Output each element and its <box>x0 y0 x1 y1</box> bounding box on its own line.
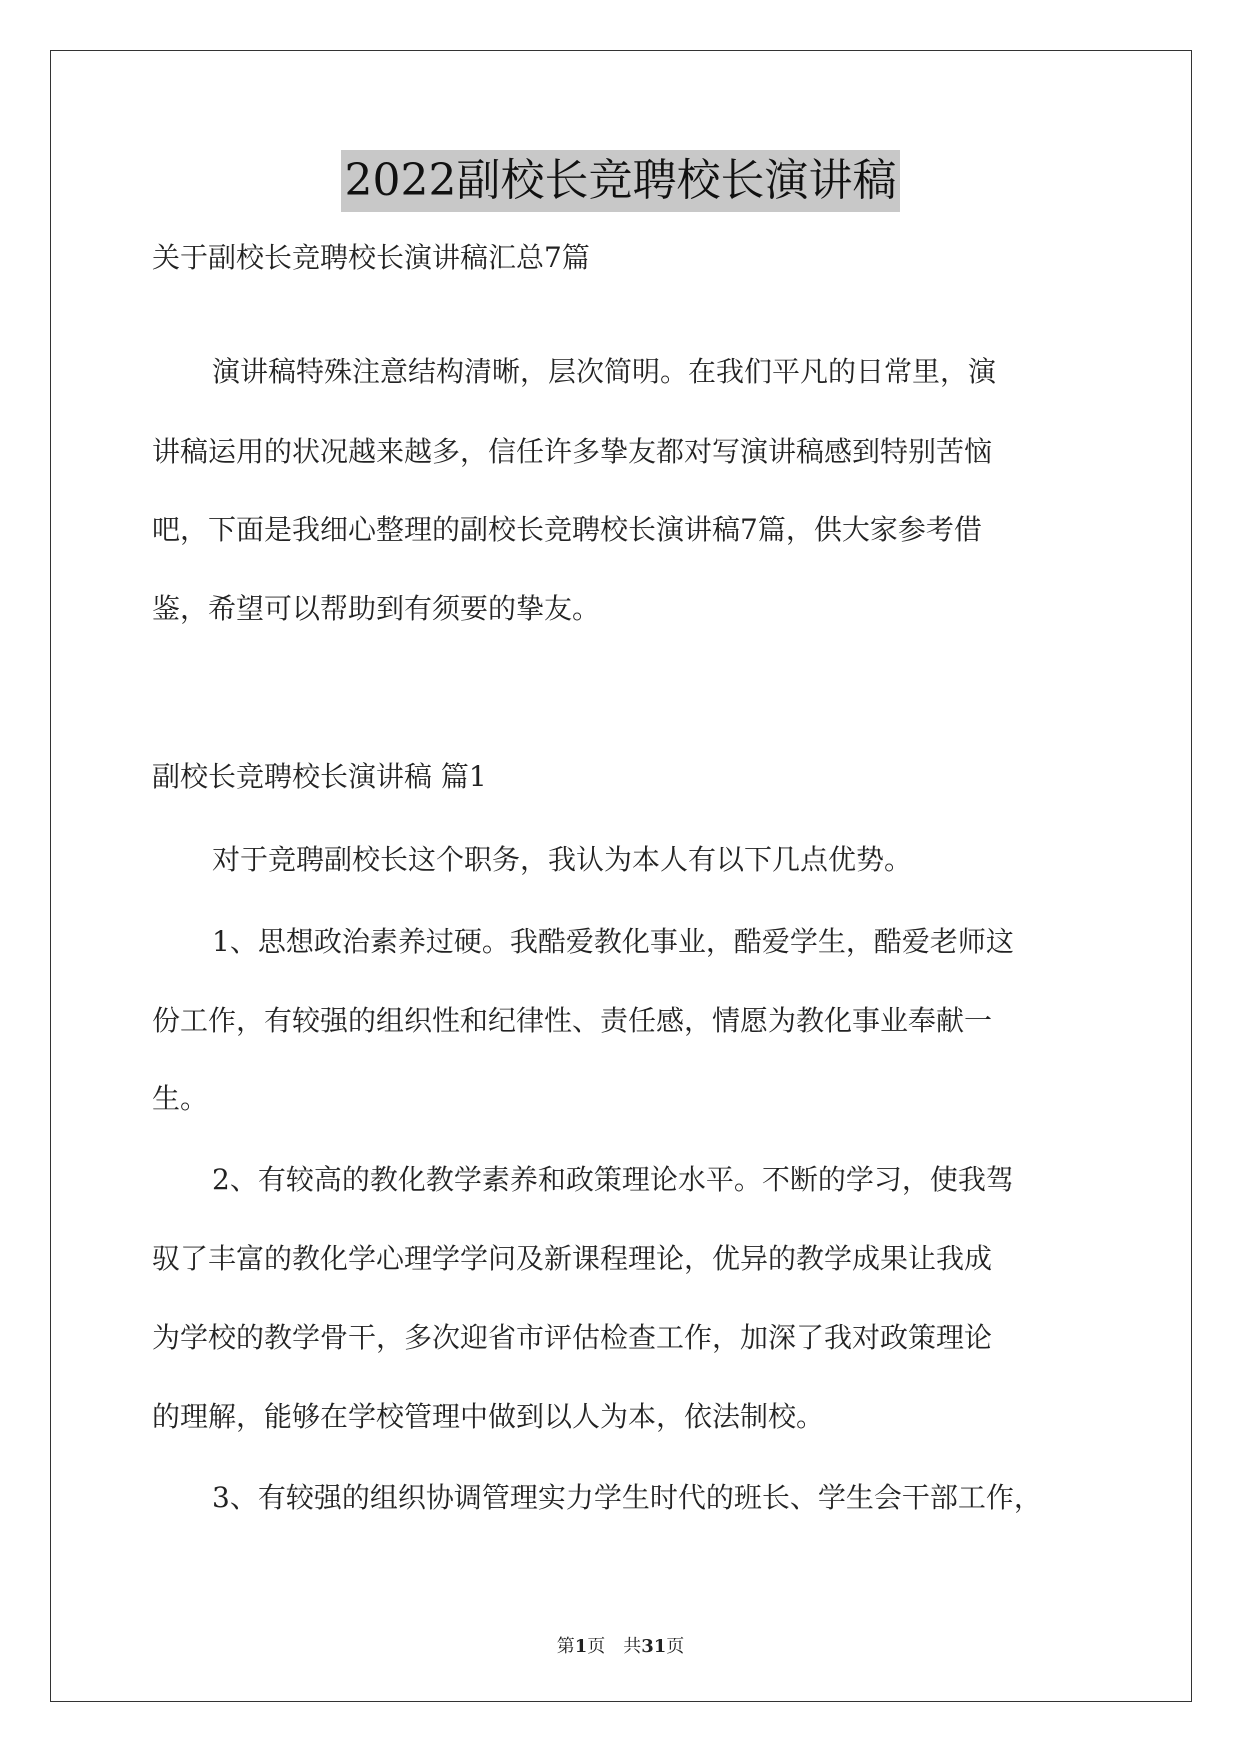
footer-page-suffix: 页 <box>666 1636 685 1657</box>
footer-page-prefix: 第 <box>556 1636 575 1657</box>
paragraph-line: 的理解，能够在学校管理中做到以人为本，依法制校。 <box>152 1400 825 1433</box>
paragraph-line: 生。 <box>152 1082 209 1115</box>
paragraph-line: 2、有较高的教化教学素养和政策理论水平。不断的学习，使我驾 <box>212 1163 1014 1196</box>
paragraph-line: 讲稿运用的状况越来越多，信任许多挚友都对写演讲稿感到特别苦恼 <box>152 435 993 468</box>
footer-page-number: 1 <box>574 1636 588 1657</box>
paragraph-line: 1、思想政治素养过硬。我酷爱教化事业，酷爱学生，酷爱老师这 <box>212 925 1014 958</box>
footer-page-mid: 页 共 <box>587 1636 642 1657</box>
title-container <box>0 150 1241 212</box>
footer-total-pages: 31 <box>641 1636 667 1657</box>
paragraph-line: 演讲稿特殊注意结构清晰，层次简明。在我们平凡的日常里，演 <box>212 355 997 388</box>
subtitle-line: 关于副校长竞聘校长演讲稿汇总7篇 <box>152 241 590 274</box>
paragraph-line: 对于竞聘副校长这个职务，我认为本人有以下几点优势。 <box>212 843 913 876</box>
paragraph-line: 鉴，希望可以帮助到有须要的挚友。 <box>152 592 601 625</box>
paragraph-line: 份工作，有较强的组织性和纪律性、责任感，情愿为教化事业奉献一 <box>152 1004 993 1037</box>
document-title: 2022副校长竞聘校长演讲稿 <box>341 150 901 212</box>
page-footer <box>0 1632 1241 1658</box>
paragraph-line: 吧，下面是我细心整理的副校长竞聘校长演讲稿7篇，供大家参考借 <box>152 513 982 546</box>
paragraph-line: 为学校的教学骨干，多次迎省市评估检查工作，加深了我对政策理论 <box>152 1321 993 1354</box>
section-heading: 副校长竞聘校长演讲稿 篇1 <box>152 760 487 793</box>
paragraph-line: 3、有较强的组织协调管理实力学生时代的班长、学生会干部工作， <box>212 1481 1042 1514</box>
paragraph-line: 驭了丰富的教化学心理学学问及新课程理论，优异的教学成果让我成 <box>152 1242 993 1275</box>
